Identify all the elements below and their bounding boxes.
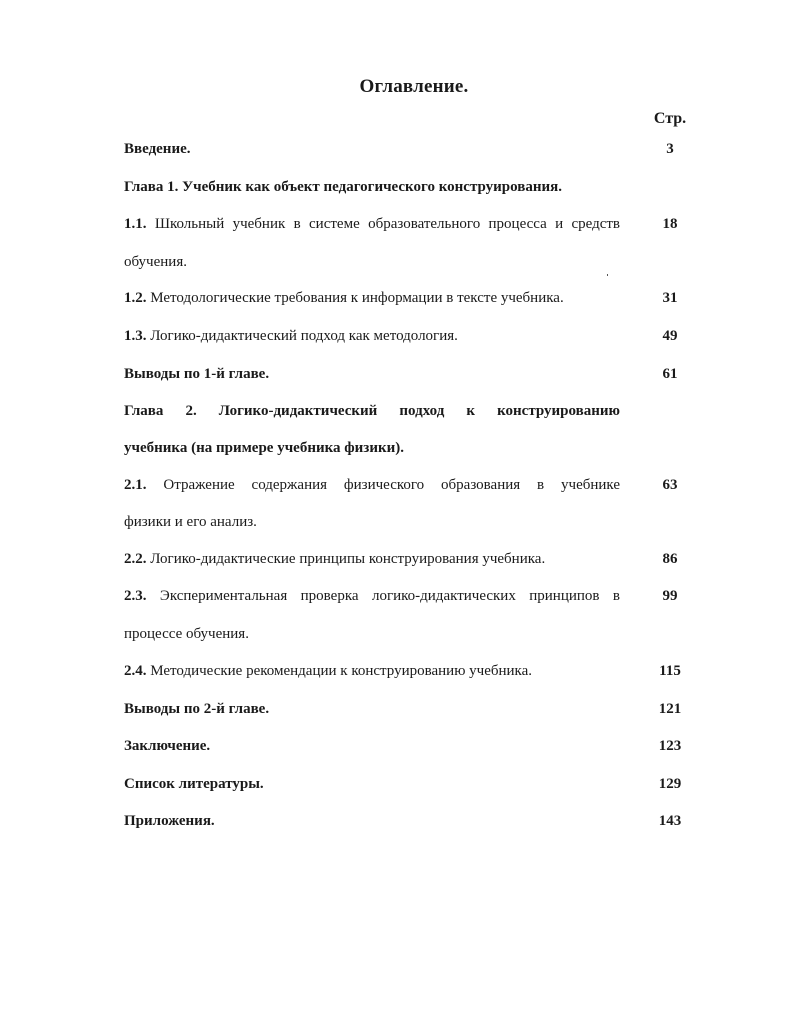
toc-entry-number: 2.3.: [124, 588, 147, 604]
toc-entry-page: 123: [658, 738, 682, 754]
toc-entry-line: [124, 652, 620, 690]
toc-entry-line: [124, 540, 620, 578]
toc-entry-text: Глава 1. Учебник как объект педагогического конструирования.: [124, 179, 562, 195]
toc-entry-text: Логико-дидактический подход как методология.: [150, 328, 458, 344]
toc-entry-page: 31: [662, 290, 678, 306]
toc-entry-text: Выводы по 2-й главе.: [124, 701, 270, 717]
toc-entry-text: Глава 2. Логико-дидактический подход к конструированию: [124, 403, 620, 419]
toc-entry-continuation: учебника (на примере учебника физики).: [124, 440, 404, 456]
toc-entry-page: 61: [662, 366, 678, 382]
toc-entry-text: Школьный учебник в системе образовательного процесса и средств: [154, 216, 621, 232]
toc-entry-text: Список литературы.: [124, 776, 264, 792]
toc-entry-text: Выводы по 1-й главе.: [124, 366, 270, 382]
toc-entry-page: 3: [666, 141, 674, 157]
toc-entry-number: 2.1.: [124, 477, 147, 493]
toc-entry-text: Отражение содержания физического образования в учебнике: [163, 477, 620, 493]
scan-speck: [607, 274, 608, 276]
toc-entry-number: 1.2.: [124, 290, 147, 306]
toc-entry-text: Приложения.: [124, 813, 215, 829]
toc-entry-line: [124, 317, 620, 355]
toc-entry-page: 121: [658, 701, 682, 717]
toc-entry-text: Экспериментальная проверка логико-дидактических принципов в: [159, 588, 620, 604]
toc-entry-page: 86: [662, 551, 678, 567]
toc-entry-number: 1.1.: [124, 216, 147, 232]
page-column-label: Стр.: [653, 110, 687, 127]
toc-entry-page: 18: [662, 216, 678, 232]
toc-entry-line: [124, 577, 620, 615]
toc-entry-number: 1.3.: [124, 328, 147, 344]
page-title: Оглавление.: [359, 76, 469, 97]
toc-entry-page: 115: [659, 663, 681, 679]
toc-entry-page: 143: [658, 813, 682, 829]
toc-entry-line: [124, 205, 620, 243]
toc-entry-page: 63: [662, 477, 678, 493]
toc-entry-line: [124, 466, 620, 504]
toc-entry-text: Методические рекомендации к конструированию учебника.: [150, 663, 533, 679]
toc-entry-number: 2.4.: [124, 663, 147, 679]
toc-entry-continuation: обучения.: [124, 254, 187, 270]
toc-entry-text: Заключение.: [124, 738, 211, 754]
toc-entry-page: 99: [662, 588, 678, 604]
toc-entry-page: 129: [658, 776, 682, 792]
toc-entry-text: Методологические требования к информации в тексте учебника.: [150, 290, 564, 306]
toc-entry-page: 49: [662, 328, 678, 344]
toc-entry-number: 2.2.: [124, 551, 147, 567]
toc-entry-text: Введение.: [124, 141, 191, 157]
toc-entry-line: [124, 279, 620, 317]
toc-entry-continuation: процессе обучения.: [124, 626, 249, 642]
toc-entry-text: Логико-дидактические принципы конструирования учебника.: [150, 551, 546, 567]
toc-entry-continuation: физики и его анализ.: [124, 514, 257, 530]
